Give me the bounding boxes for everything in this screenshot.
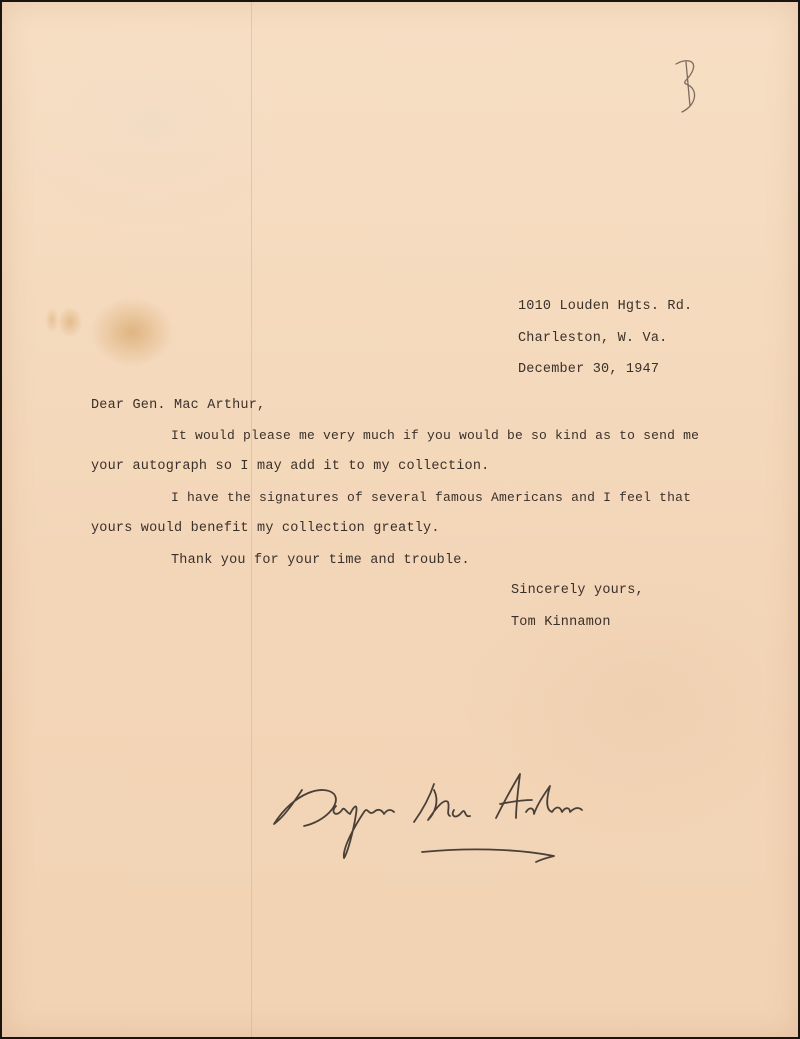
handwritten-signature (264, 762, 594, 872)
paragraph1-line2: your autograph so I may add it to my collection. (91, 459, 490, 474)
paragraph1-line1: It would please me very much if you would be so kind as to send me (171, 428, 700, 443)
letter-page (2, 2, 798, 1037)
sender-name: Tom Kinnamon (511, 615, 611, 630)
pencil-corner-mark (668, 54, 708, 124)
paragraph2-line1: I have the signatures of several famous Americans and I feel that (171, 490, 692, 505)
letter-date: December 30, 1947 (518, 362, 660, 377)
salutation: Dear Gen. Mac Arthur, (91, 398, 266, 413)
sender-address-line1: 1010 Louden Hgts. Rd. (518, 299, 693, 314)
closing: Sincerely yours, (511, 583, 644, 598)
paragraph3: Thank you for your time and trouble. (171, 553, 470, 568)
paper-fold-line (251, 2, 252, 1037)
paragraph2-line2: yours would benefit my collection greatly. (91, 521, 440, 536)
sender-address-line2: Charleston, W. Va. (518, 331, 668, 346)
